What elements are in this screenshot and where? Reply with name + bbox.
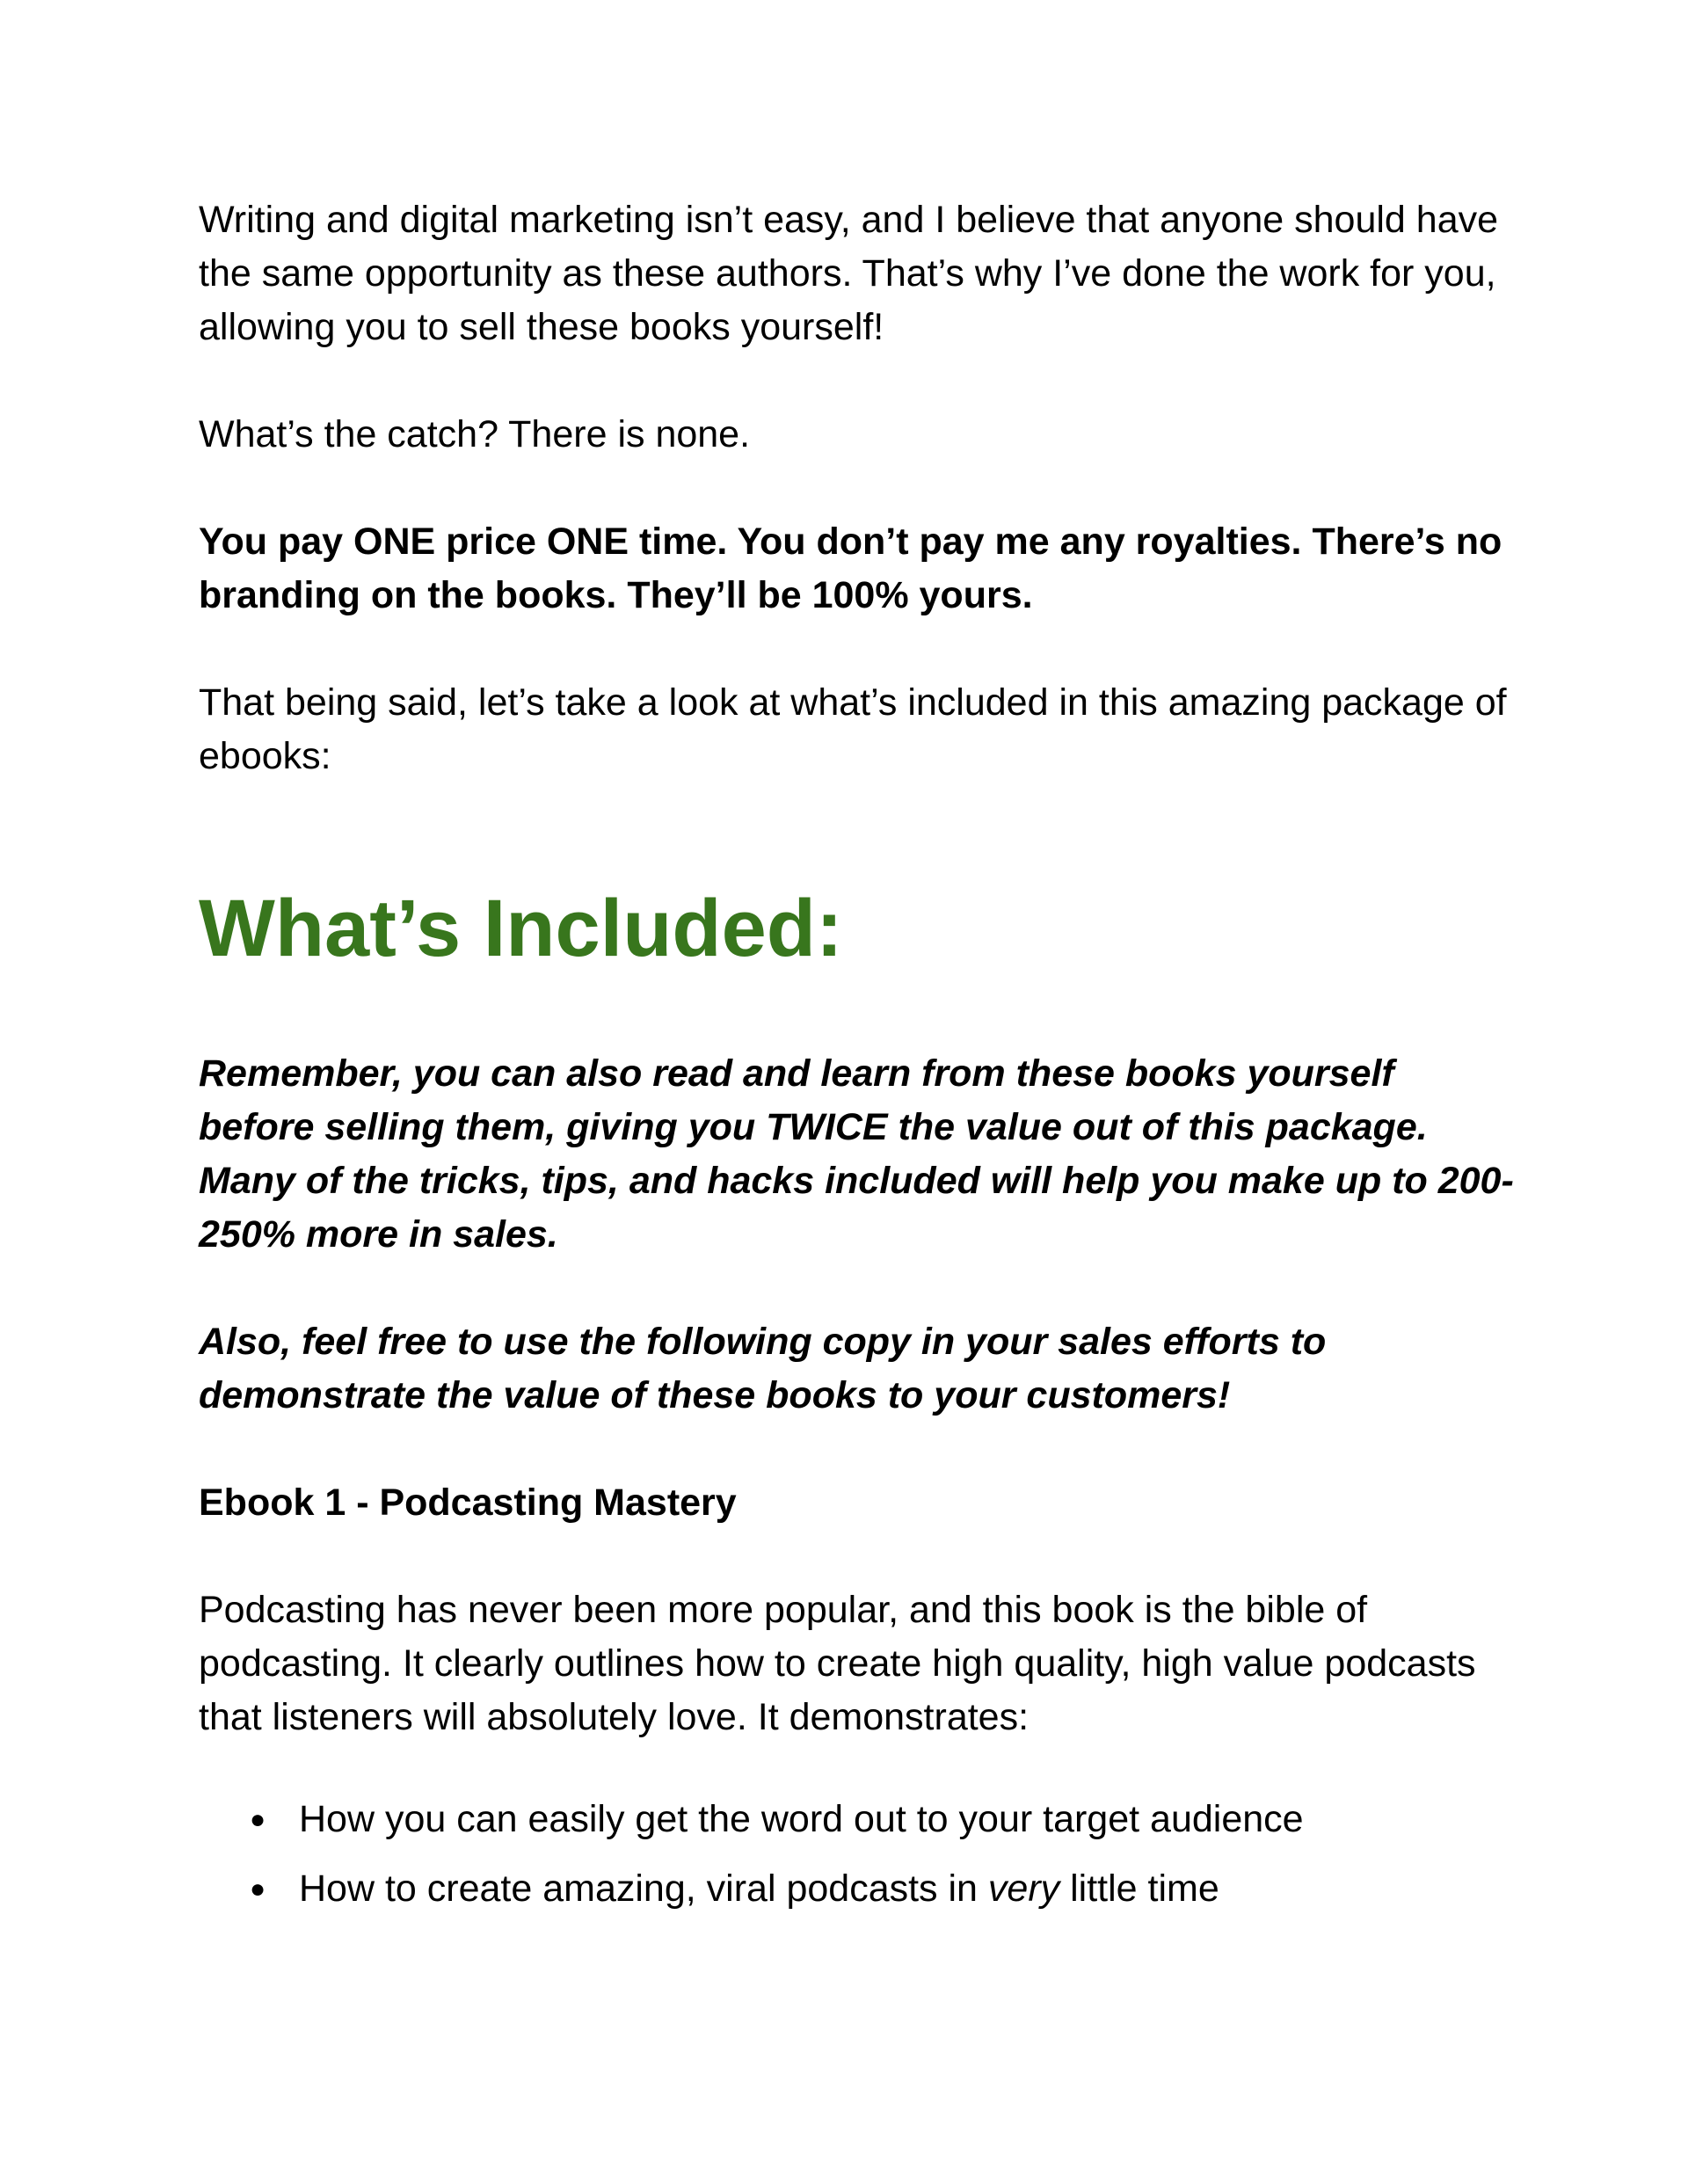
- list-item: [250, 1793, 1517, 1846]
- lead-in-paragraph: That being said, let’s take a look at what’s included in this amazing package of ebooks:: [199, 681, 1507, 777]
- list-item-text: How you can easily get the word out to your target audience: [299, 1798, 1304, 1840]
- list-item-text: [299, 1862, 1219, 1916]
- catch-paragraph: What’s the catch? There is none.: [199, 413, 751, 455]
- pricing-statement: You pay ONE price ONE time. You don’t pay me any royalties. There’s no branding on the books. They’ll be 100% yours.: [199, 521, 1502, 616]
- emphasis-paragraph-1: Remember, you can also read and learn from these books yourself before selling them, giving you TWICE the value out of this package. Many of the tricks, tips, and hacks included will help you make up to 200-250% more in sales.: [199, 1052, 1514, 1256]
- document-page: [199, 193, 1517, 1932]
- bullet-icon: ●: [250, 1805, 266, 1834]
- emphasis-paragraph-2: Also, feel free to use the following copy in your sales efforts to demonstrate the value of these books to your customers!: [199, 1321, 1327, 1416]
- ebook-title: Ebook 1 - Podcasting Mastery: [199, 1481, 737, 1524]
- list-item-text-italic: very: [987, 1867, 1060, 1910]
- feature-list: [199, 1793, 1517, 1916]
- section-heading: What’s Included:: [199, 884, 843, 973]
- list-item: [250, 1862, 1517, 1916]
- intro-paragraph: Writing and digital marketing isn’t easy, and I believe that anyone should have the same opportunity as these authors. That’s why I’ve done the work for you, allowing you to sell these books yourself!: [199, 199, 1499, 348]
- list-item-text-start: How to create amazing, viral podcasts in: [299, 1867, 988, 1910]
- ebook-description: Podcasting has never been more popular, and this book is the bible of podcasting. It clearly outlines how to create high quality, high value podcasts that listeners will absolutely love. It demonstrates:: [199, 1589, 1476, 1738]
- list-item-text-end: little time: [1059, 1867, 1219, 1910]
- bullet-icon: ●: [250, 1875, 266, 1904]
